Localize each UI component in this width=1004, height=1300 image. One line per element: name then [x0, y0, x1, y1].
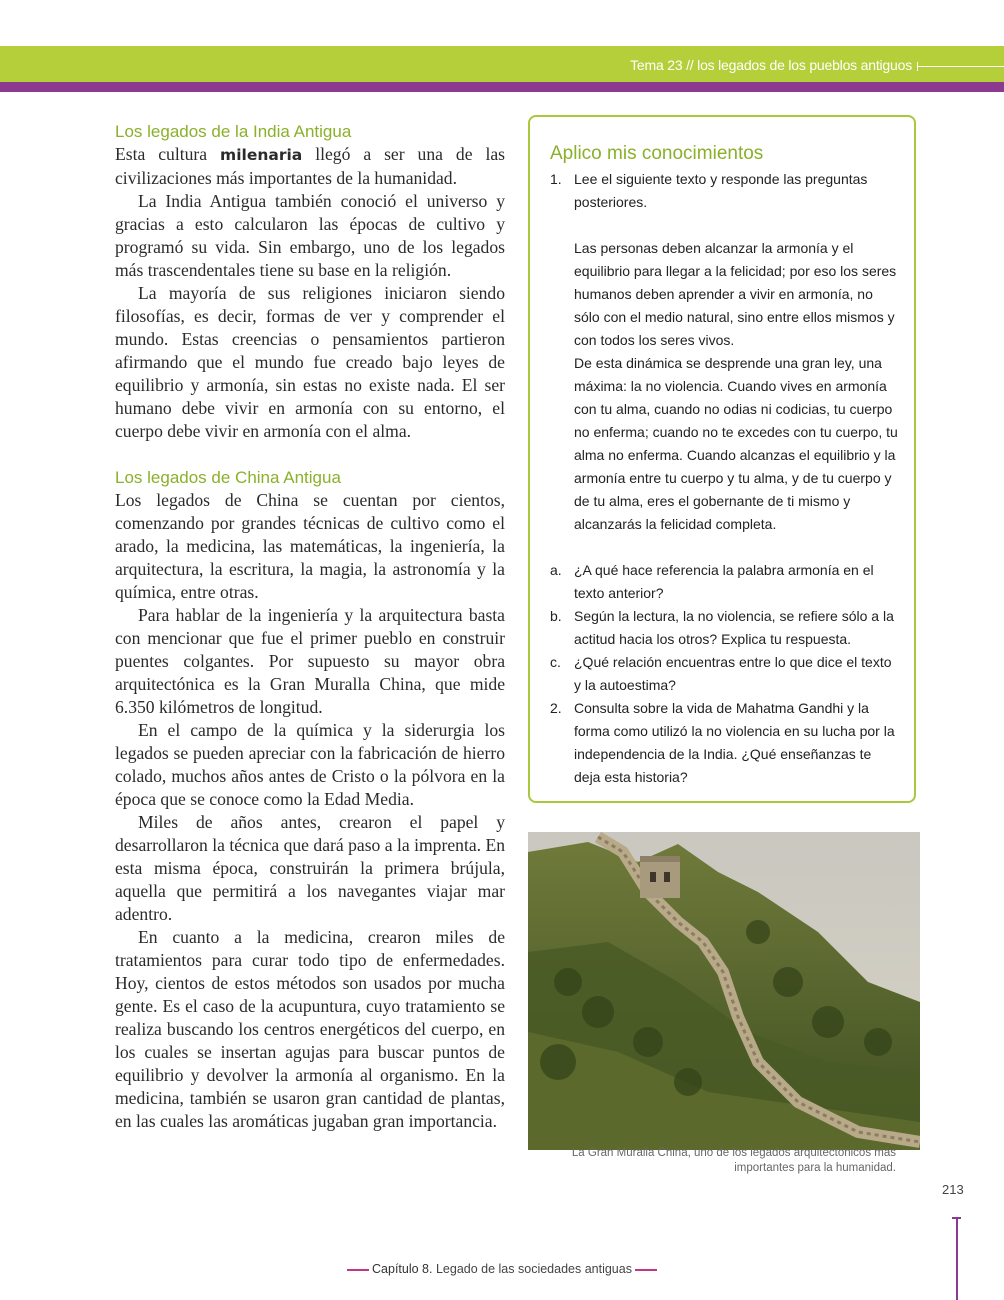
item-text: ¿A qué hace referencia la palabra armonía en el texto anterior?: [574, 562, 874, 601]
question-a: [550, 559, 900, 605]
question-c: [550, 651, 900, 697]
footer-rule-left: [347, 1269, 369, 1271]
item-marker: a.: [550, 562, 562, 578]
footer: [0, 1262, 1004, 1276]
top-margin: [0, 0, 1004, 46]
item-text: Según la lectura, la no violencia, se refiere sólo a la actitud hacia los otros? Explica tu respuesta.: [574, 608, 894, 647]
india-paragraph-1: [115, 143, 505, 190]
header-stripe: [0, 82, 1004, 92]
india-paragraph-2: La India Antigua también conoció el universo y gracias a esto calcularon las épocas de cultivo y programó su vida. Sin embargo, uno de los legados más trascendentales tiene su base en la religión.: [115, 191, 505, 280]
activity-body: [550, 168, 900, 789]
margin-line: [956, 1217, 958, 1300]
footer-chapter: Capítulo 8.: [372, 1262, 433, 1276]
footer-chapter-title: Legado de las sociedades antiguas: [432, 1262, 632, 1276]
china-paragraph-1: Los legados de China se cuentan por cientos, comenzando por grandes técnicas de cultivo como el arado, la medicina, las matemáticas, la ingeniería, la arquitectura, la escritura, la magia, la astronomía y la química, entre otras.: [115, 490, 505, 602]
left-column: [115, 120, 505, 1133]
keyword-milenaria: milenaria: [220, 146, 303, 164]
activity-item-2: [550, 697, 900, 789]
activity-item-1: [550, 168, 900, 214]
china-paragraph-3: En el campo de la química y la siderurgia los legados se pueden apreciar con la fabricación de hierro colado, muchos años antes de Cristo o la pólvora en la época que se conoce como la Edad Media.: [115, 720, 505, 809]
page-number: 213: [942, 1182, 964, 1197]
footer-rule-right: [635, 1269, 657, 1271]
china-paragraph-2: Para hablar de la ingeniería y la arquitectura basta con mencionar que fue el primer pueblo en construir puentes colgantes. Por supuesto su mayor obra arquitectónica es la Gran Muralla China, que mide 6.350 kilómetros de longitud.: [115, 605, 505, 717]
india-paragraph-3: La mayoría de sus religiones iniciaron siendo filosofías, es decir, formas de ver y comprender el mundo. Estas creencias o pensamientos partieron afirmando que el mundo fue creado bajo leyes de equilibrio y armonía, sin estas no existe nada. El ser humano debe vivir en armonía con su entorno, el cuerpo debe vivir en armonía con el alma.: [115, 283, 505, 441]
reading-quote-2: De esta dinámica se desprende una gran ley, una máxima: la no violencia. Cuando vives en armonía con tu alma, cuando no odias ni codicias, tu cuerpo no enferma; cuando no te excedes con tu cuerpo, tu alma no enferma. Cuando alcanzas el equilibrio y la armonía entre tu cuerpo y tu alma, y de tu cuerpo y de tu alma, eres el gobernante de ti mismo y alcanzarás la felicidad completa.: [574, 355, 898, 532]
header-rule: [917, 66, 1004, 67]
great-wall-photo: [528, 832, 920, 1150]
photo-caption: La Gran Muralla China, uno de los legados arquitectónicos más importantes para la humanidad.: [571, 1147, 896, 1174]
india-p1-text: Esta cultura: [115, 144, 221, 164]
india-p1-rest: llegó a ser una de las civilizaciones más importantes de la humanidad.: [115, 144, 506, 188]
item-marker: 2.: [550, 700, 562, 716]
section-title-india: Los legados de la India Antigua: [115, 122, 352, 141]
china-paragraph-4: Miles de años antes, crearon el papel y desarrollaron la técnica que dará paso a la imprenta. En esta misma época, construirán la primera brújula, aquella que permitirá a los navegantes viajar mar adentro.: [115, 812, 505, 924]
china-paragraph-5: En cuanto a la medicina, crearon miles de tratamientos para curar todo tipo de enfermedades. Hoy, cientos de estos métodos son usados por mucha gente. Es el caso de la acupuntura, cuyo tratamiento se realiza buscando los centros energéticos del cuerpo, en los cuales se insertan agujas para buscar puntos de equilibrio y devolver la armonía al organismo. En la medicina, también se usaron gran cantidad de plantas, en las cuales las aromáticas jugaban gran importancia.: [115, 927, 505, 1131]
item-marker: 1.: [550, 171, 562, 187]
item-text: Consulta sobre la vida de Mahatma Gandhi y la forma como utilizó la no violencia en su lucha por la independencia de la India. ¿Qué enseñanzas te deja esta historia?: [574, 700, 895, 785]
reading-quote-1: Las personas deben alcanzar la armonía y el equilibrio para llegar a la felicidad; por eso los seres humanos deben aprender a vivir en armonía, no sólo con el medio natural, sino entre ellos mismos y con todos los seres vivos.: [574, 240, 897, 348]
section-title-china: Los legados de China Antigua: [115, 468, 341, 487]
item-text: ¿Qué relación encuentras entre lo que dice el texto y la autoestima?: [574, 654, 892, 693]
header-topic: Tema 23 // los legados de los pueblos antiguos: [630, 57, 912, 73]
activity-title: Aplico mis conocimientos: [550, 143, 764, 164]
question-b: [550, 605, 900, 651]
item-marker: b.: [550, 608, 562, 624]
item-marker: c.: [550, 654, 561, 670]
item-text: Lee el siguiente texto y responde las preguntas posteriores.: [574, 171, 868, 210]
